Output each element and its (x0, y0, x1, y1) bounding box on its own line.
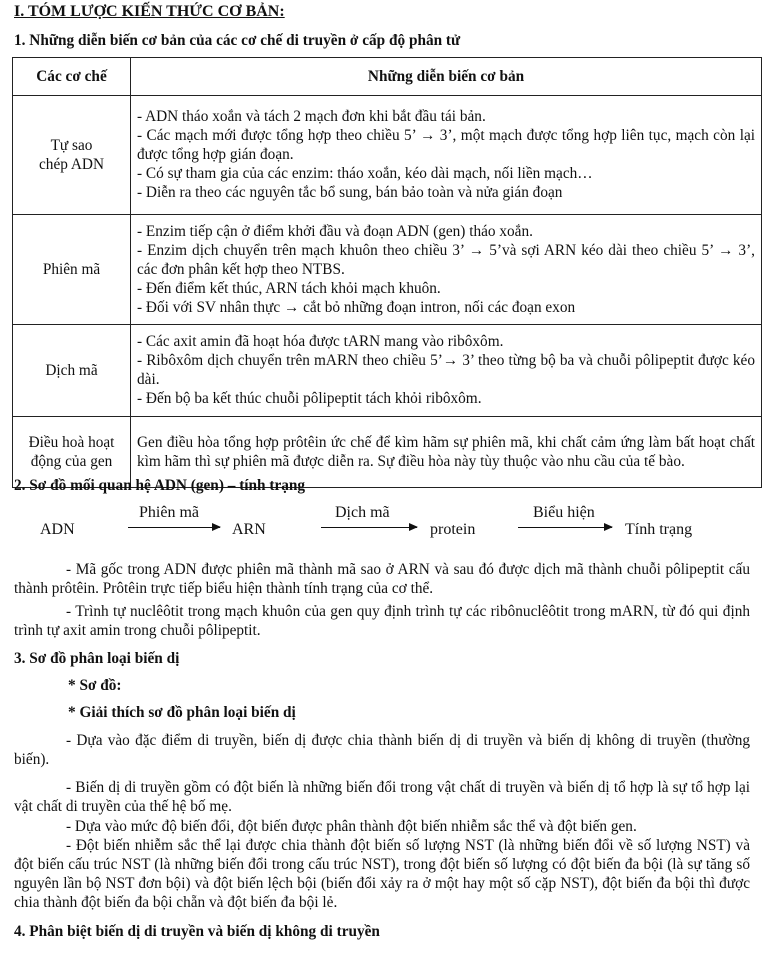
section-1-title: 1. Những diễn biến cơ bản của các cơ chế di truyền ở cấp độ phân tử (14, 32, 461, 49)
flow-label-translation: Dịch mã (335, 504, 390, 521)
header-mechanism: Các cơ chế (13, 58, 131, 96)
flow-node-protein: protein (430, 521, 476, 538)
row-line: - Đến điểm kết thúc, ARN tách khỏi mạch khuôn. (137, 279, 441, 297)
row-line: - Đến bộ ba kết thúc chuỗi pôlipeptit tách khỏi ribôxôm. (137, 390, 482, 407)
section-3-title: 3. Sơ đồ phân loại biến dị (14, 650, 180, 667)
flow-label-transcription: Phiên mã (139, 504, 199, 521)
row-line: Gen điều hòa tổng hợp prôtêin ức chế để kìm hãm sự phiên mã, khi chất cảm ứng làm bất hoạt chất kìm hãm thì sự phiên mã được diễn ra. Sự điều hòa này tùy thuộc vào nhu cầu của tế bào. (137, 433, 755, 470)
mechanism-table (12, 57, 762, 488)
row-line: - Ribôxôm dịch chuyển trên mARN theo chiều 5’→ 3’ theo từng bộ ba và chuỗi pôlipeptit được kéo dài. (137, 352, 755, 388)
row-description (131, 96, 762, 215)
row-description (131, 215, 762, 325)
flow-node-trait: Tính trạng (625, 521, 693, 538)
section-3-paragraph-1: - Dựa vào đặc điểm di truyền, biến dị được chia thành biến dị di truyền và biến dị không di truyền (thường biến). (14, 732, 750, 768)
row-line: - Diễn ra theo các nguyên tắc bổ sung, bán bảo toàn và nửa gián đoạn (137, 184, 563, 201)
section-2-paragraph-2: - Trình tự nuclêôtit trong mạch khuôn của gen quy định trình tự các ribônuclêôtit trong mARN, từ đó qui định trình tự axit amin trong chuỗi pôlipeptit. (14, 603, 750, 639)
header-events: Những diễn biến cơ bản (131, 58, 762, 96)
flow-arrow-icon (128, 527, 220, 528)
row-line: - Có sự tham gia của các enzim: tháo xoắn, kéo dài mạch, nối liền mạch… (137, 165, 593, 182)
table-row (13, 215, 762, 325)
row-line: - Enzim dịch chuyển trên mạch khuôn theo chiều 3’ → 5’và sợi ARN kéo dài theo chiều 5’ → 3’, các đơn phân kết hợp theo NTBS. (137, 241, 755, 278)
row-description (131, 325, 762, 417)
flow-arrow-icon (321, 527, 417, 528)
flow-label-expression: Biểu hiện (533, 504, 595, 521)
table-header-row (13, 58, 762, 96)
row-line: - Các mạch mới được tổng hợp theo chiều 5’ → 3’, một mạch được tổng hợp liên tục, mạch còn lại được tổng hợp gián đoạn. (137, 127, 755, 163)
adn-trait-flow-diagram (0, 503, 773, 543)
section-3-paragraph-2: - Biến dị di truyền gồm có đột biến là những biến đổi trong vật chất di truyền và biến dị tổ hợp là sự tổ hợp lại vật chất di truyền của thế hệ bố mẹ. (14, 779, 750, 815)
section-2-paragraph-1: - Mã gốc trong ADN được phiên mã thành mã sao ở ARN và sau đó được dịch mã thành chuỗi pôlipeptit cấu thành prôtêin. Prôtêin trực tiếp biểu hiện thành tính trạng của cơ thể. (14, 561, 750, 597)
table-row (13, 96, 762, 215)
row-name: Điều hoà hoạt động của gen (13, 417, 131, 488)
flow-arrow-icon (518, 527, 612, 528)
flow-node-arn: ARN (232, 521, 266, 538)
row-name: Dịch mã (13, 325, 131, 417)
flow-node-adn: ADN (40, 521, 75, 538)
section-2-title: 2. Sơ đồ mối quan hệ ADN (gen) – tính trạng (14, 477, 306, 494)
explanation-heading: * Giải thích sơ đồ phân loại biến dị (68, 704, 296, 721)
table-row (13, 325, 762, 417)
row-name: Tự sao chép ADN (13, 96, 131, 215)
section-3-paragraph-4: - Đột biến nhiễm sắc thể lại được chia thành đột biến số lượng NST (là những biến đổi về số lượng NST) và đột biến cấu trúc NST (là những biến đổi trong cấu trúc NST), trong đột biến số lượng có đột biến đa bội (là sự tăng số nguyên lần bộ NST đơn bội) và đột biến lệch bội (biến đổi xảy ra ở một hay một số cặp NST), đột biến đa bội thì được chia thành đột biến đa bội chẵn và đột biến đa bội lẻ. (14, 837, 750, 911)
main-heading: I. TÓM LƯỢC KIẾN THỨC CƠ BẢN: (14, 3, 285, 20)
row-name: Phiên mã (13, 215, 131, 325)
row-line: - Enzim tiếp cận ở điểm khởi đầu và đoạn ADN (gen) tháo xoắn. (137, 222, 533, 240)
section-3-paragraph-3: - Dựa vào mức độ biến đổi, đột biến được phân thành đột biến nhiễm sắc thể và đột biến gen. (66, 818, 637, 835)
row-line: - Đối với SV nhân thực → cắt bỏ những đoạn intron, nối các đoạn exon (137, 298, 576, 316)
diagram-label: * Sơ đồ: (68, 677, 122, 694)
row-line: - ADN tháo xoắn và tách 2 mạch đơn khi bắt đầu tái bản. (137, 108, 486, 125)
row-line: - Các axit amin đã hoạt hóa được tARN mang vào ribôxôm. (137, 333, 504, 350)
section-4-title: 4. Phân biệt biến dị di truyền và biến dị không di truyền (14, 923, 380, 940)
